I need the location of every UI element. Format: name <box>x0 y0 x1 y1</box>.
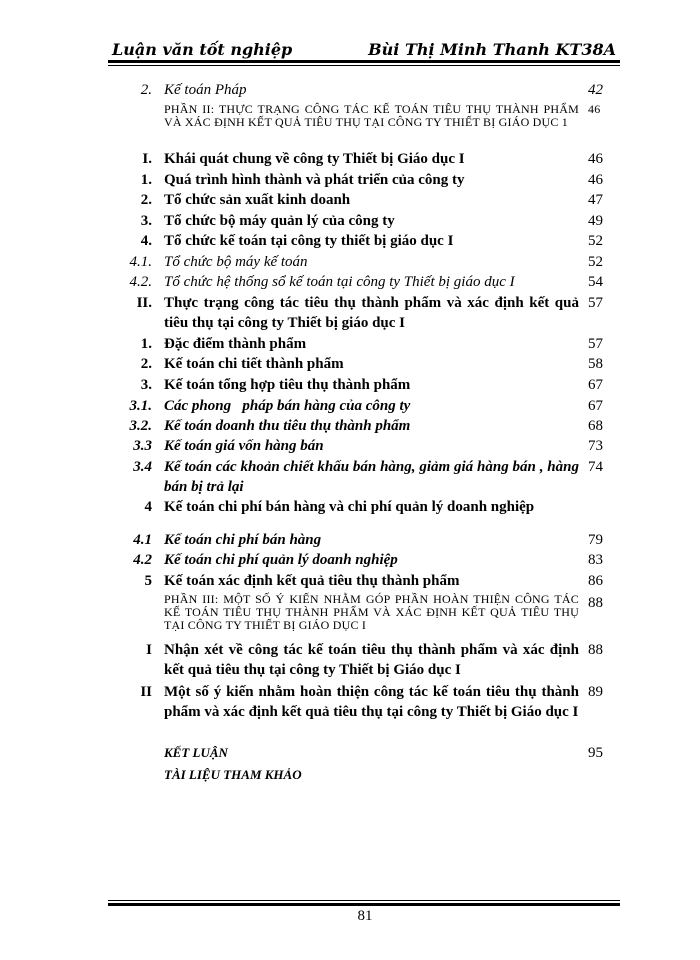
toc-number: 4 <box>144 499 152 515</box>
toc-title: Tổ chức sản xuất kinh doanh <box>164 192 351 208</box>
toc-title: KẾT LUẬN <box>164 745 228 760</box>
toc-title: Một số ý kiến nhằm hoàn thiện công tác kế toán tiêu thụ thành phẩm và xác định kết quả tiêu thụ tại công ty Thiết bị Giáo dục I <box>164 684 579 720</box>
header-rule-thick <box>108 60 620 63</box>
toc-number: 5 <box>144 573 152 589</box>
toc-title: Kế toán doanh thu tiêu thụ thành phẩm <box>164 418 411 434</box>
toc-title: Kế toán xác định kết quả tiêu thụ thành phẩm <box>164 573 460 589</box>
toc-number: I <box>146 642 152 658</box>
toc-page: 83 <box>588 552 603 568</box>
page-number: 81 <box>357 908 373 924</box>
toc-number: 4.1. <box>129 254 152 270</box>
toc-number: 2. <box>140 192 152 208</box>
toc-number: 4. <box>140 233 152 249</box>
toc-page: 95 <box>588 745 603 761</box>
toc-title: PHẦN III: MỘT SỐ Ý KIẾN NHẰM GÓP PHẦN HOÀN THIỆN CÔNG TÁC KẾ TOÁN TIÊU THỤ THÀNH PHẨM VÀ XÁC ĐỊNH KẾT QUẢ TIÊU THỤ TẠI CÔNG TY THIẾT BỊ GIÁO DỤC I <box>164 592 579 632</box>
toc-page: 86 <box>588 573 603 589</box>
toc-number: 4.2. <box>129 274 152 290</box>
toc-page: 74 <box>588 459 603 475</box>
toc-title: Các phong pháp bán hàng của công ty <box>164 398 411 414</box>
toc-page: 46 <box>588 102 601 116</box>
toc-number: 3.1. <box>129 398 152 414</box>
toc-page: 67 <box>588 377 603 393</box>
toc-number: II. <box>136 295 152 311</box>
toc-page: 46 <box>588 151 603 167</box>
toc-page: 88 <box>588 595 603 611</box>
toc-title: Kế toán chi tiết thành phẩm <box>164 356 344 372</box>
page-header <box>108 40 618 60</box>
toc-page: 42 <box>588 82 603 98</box>
toc-number: 2. <box>140 356 152 372</box>
toc-title: Kế toán chi phí bán hàng <box>164 532 322 548</box>
toc-number: 3.4 <box>133 459 152 475</box>
toc-number: I. <box>142 151 152 167</box>
toc-title: Kế toán chi phí quản lý doanh nghiệp <box>164 552 398 568</box>
toc-number: 4.1 <box>133 532 152 548</box>
toc-title: Tổ chức kế toán tại công ty thiết bị giáo dục I <box>164 233 454 249</box>
toc-page: 79 <box>588 532 603 548</box>
toc-title: Kế toán Pháp <box>164 82 247 98</box>
toc-page: 67 <box>588 398 603 414</box>
toc-number: II <box>140 684 152 700</box>
toc-number: 1. <box>140 336 152 352</box>
toc-title: Kế toán chi phí bán hàng và chi phí quản lý doanh nghiệp <box>164 499 535 515</box>
toc-page: 68 <box>588 418 603 434</box>
toc-number: 2. <box>140 82 152 98</box>
toc-title: Nhận xét về công tác kế toán tiêu thụ thành phẩm và xác định kết quả tiêu thụ tại công ty Thiết bị Giáo dục I <box>164 642 579 678</box>
toc-title: Kế toán các khoản chiết khấu bán hàng, giảm giá hàng bán , hàng bán bị trả lại <box>164 459 579 495</box>
toc-number: 4.2 <box>133 552 152 568</box>
header-rule-thin <box>108 65 620 66</box>
toc-number: 3.2. <box>129 418 152 434</box>
header-thesis-title: Luận văn tốt nghiệp <box>112 40 293 59</box>
toc-title: Tổ chức bộ máy kế toán <box>164 254 308 270</box>
header-author: Bùi Thị Minh Thanh KT38A <box>368 40 616 59</box>
toc-page: 57 <box>588 336 603 352</box>
toc-page: 73 <box>588 438 603 454</box>
toc-page: 47 <box>588 192 603 208</box>
toc-page: 58 <box>588 356 603 372</box>
footer-rule-thick <box>108 903 620 906</box>
toc-title: PHẦN II: THỰC TRẠNG CÔNG TÁC KẾ TOÁN TIÊU THỤ THÀNH PHẨM VÀ XÁC ĐỊNH KẾT QUẢ TIÊU THỤ TẠI CÔNG TY THIẾT BỊ GIÁO DỤC 1 <box>164 102 579 129</box>
toc-page: 57 <box>588 295 603 311</box>
toc-title: Kế toán tổng hợp tiêu thụ thành phẩm <box>164 377 411 393</box>
toc-page: 49 <box>588 213 603 229</box>
toc-title: Khái quát chung về công ty Thiết bị Giáo dục I <box>164 151 465 167</box>
toc-title: Thực trạng công tác tiêu thụ thành phẩm và xác định kết quả tiêu thụ tại công ty Thiết bị giáo dục I <box>164 295 579 331</box>
toc-number: 3.3 <box>133 438 152 454</box>
toc-title: Tổ chức hệ thống sổ kế toán tại công ty Thiết bị giáo dục I <box>164 274 515 290</box>
toc-page: 46 <box>588 172 603 188</box>
toc-page: 89 <box>588 684 603 700</box>
toc-title: TÀI LIỆU THAM KHẢO <box>164 767 302 782</box>
toc-page: 52 <box>588 233 603 249</box>
toc-page: 88 <box>588 642 603 658</box>
toc-number: 3. <box>140 213 152 229</box>
toc-page: 54 <box>588 274 603 290</box>
toc-title: Đặc điểm thành phẩm <box>164 336 307 352</box>
toc-number: 3. <box>140 377 152 393</box>
footer-rule-thin <box>108 900 620 901</box>
toc-title: Quá trình hình thành và phát triển của công ty <box>164 172 465 188</box>
toc-page: 52 <box>588 254 603 270</box>
toc-title: Tổ chức bộ máy quản lý của công ty <box>164 213 395 229</box>
toc-title: Kế toán giá vốn hàng bán <box>164 438 324 454</box>
toc-number: 1. <box>140 172 152 188</box>
